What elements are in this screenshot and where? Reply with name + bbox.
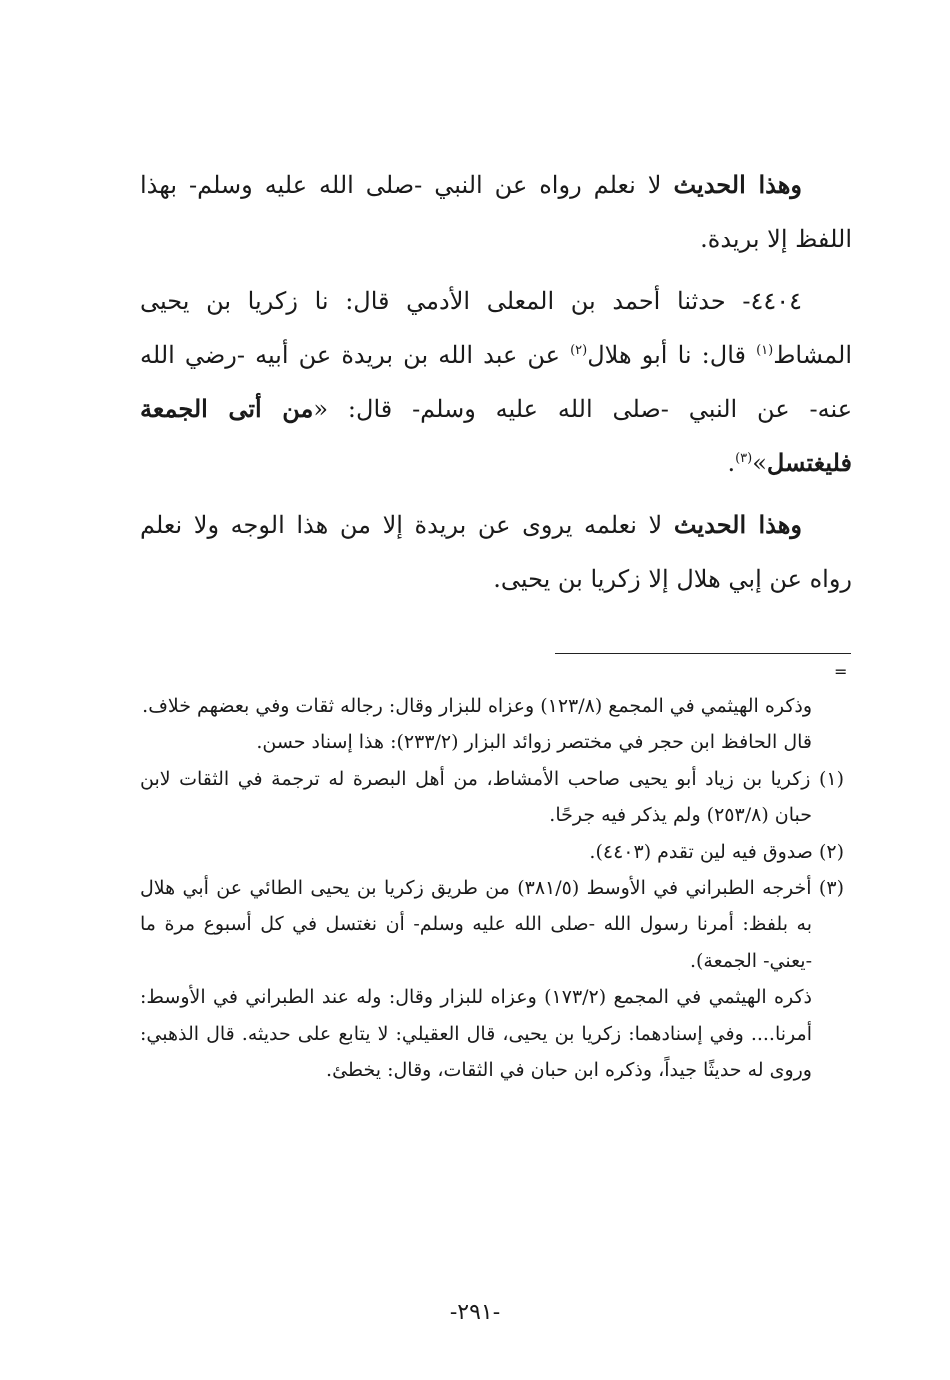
footnote-continuation-2: قال الحافظ ابن حجر في مختصر زوائد البزار (٢٣٣/٢): هذا إسناد حسن. [256, 731, 812, 754]
hadith-text-a: ٤٤٠٤- حدثنا أحمد بن المعلى الأدمي قال: نا زكريا بن يحيى المشاط [140, 287, 852, 369]
footnote-continuation-1: وذكره الهيثمي في المجمع (١٢٣/٨) وعزاه للبزار وقال: رجاله ثقات وفي بعضهم خلاف. [142, 695, 812, 717]
hadith-4404 [140, 274, 852, 490]
footnote-3-continued: ذكره الهيثمي في المجمع (١٧٣/٢) وعزاه للبزار وقال: وله عند الطبراني في الأوسط: أمرنا.... وفي إسنادهما: زكريا بن يحيى، قال العقيلي: لا يتابع على حديثه. قال الذهبي: وروى له حديثًا جيداً، وذكره ابن حبان في الثقات، وقال: يخطئ. [140, 986, 812, 1082]
paragraph-3 [140, 498, 852, 606]
page-number: -٢٩١- [449, 1300, 501, 1325]
hadith-text-e: . [727, 449, 736, 477]
footnote-2: (٢) صدوق فيه لين تقدم (٤٤٠٣). [589, 840, 844, 863]
paragraph-3-lead: وهذا الحديث [673, 510, 802, 539]
footnote-ref-2: (٢) [570, 343, 588, 358]
paragraph-3-text: لا نعلمه يروى عن بريدة إلا من هذا الوجه ولا نعلم رواه عن إبي هلال إلا زكريا بن يحيى. [140, 511, 852, 593]
paragraph-1-lead: وهذا الحديث [673, 170, 802, 199]
footnote-3: (٣) أخرجه الطبراني في الأوسط (٣٨١/٥) من طريق زكريا بن يحيى الطائي عن أبي هلال به بلفظ: أمرنا رسول الله -صلى الله عليه وسلم- أن نغتسل في كل أسبوع مرة ما -يعني- الجمعة). [140, 877, 844, 972]
hadith-text-d: » [752, 449, 767, 477]
paragraph-1 [140, 158, 852, 266]
hadith-text-b: قال: نا أبو هلال [587, 341, 757, 369]
continuation-marker: = [834, 662, 848, 681]
hadith-quote: من أتى الجمعة فليغتسل [140, 394, 852, 477]
footnote-separator [555, 653, 851, 654]
footnotes [140, 688, 852, 1088]
hadith-text-c: عن عبد الله بن بريدة عن أبيه -رضي الله عنه- عن النبي -صلى الله عليه وسلم- قال: « [140, 341, 853, 423]
footnote-ref-3: (٣) [735, 451, 753, 466]
footnote-1: (١) زكريا بن زياد أبو يحيى صاحب الأمشاط، من أهل البصرة له ترجمة في الثقات لابن حبان (٢٥٣/٨) ولم يذكر فيه جرحًا. [140, 767, 844, 827]
paragraph-1-text: لا نعلم رواه عن النبي -صلى الله عليه وسلم- بهذا اللفظ إلا بريدة. [140, 171, 852, 253]
footnote-ref-1: (١) [756, 343, 774, 358]
